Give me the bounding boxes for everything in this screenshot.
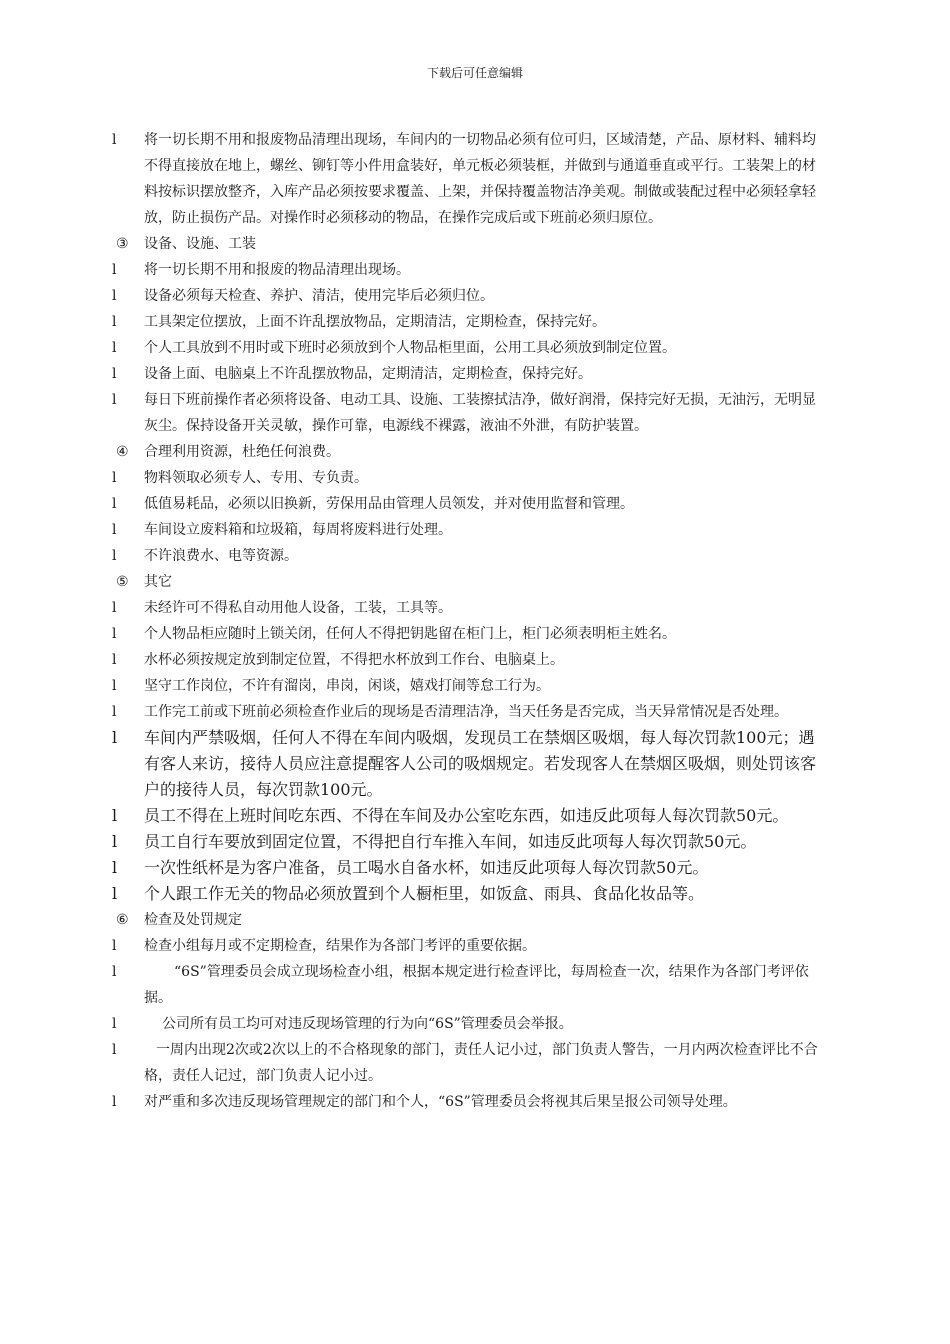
list-item	[112, 543, 827, 569]
list-item	[112, 465, 827, 491]
bullet-marker: l	[112, 678, 117, 694]
bullet-marker: l	[112, 366, 117, 382]
section-title: 合理利用资源，杜绝任何浪费。	[144, 444, 340, 460]
list-item-text: 将一切长期不用和报废的物品清理出现场。	[144, 262, 410, 278]
list-item-text: 对严重和多次违反现场管理规定的部门和个人，“6S”管理委员会将视其后果呈报公司领导处理。	[144, 1094, 737, 1110]
section-heading	[116, 439, 827, 465]
list-item	[112, 1089, 827, 1115]
list-item-text: 设备必须每天检查、养护、清洁，使用完毕后必须归位。	[144, 288, 494, 304]
bullet-marker: l	[112, 392, 117, 408]
bullet-marker: l	[112, 728, 118, 747]
list-item-text: 个人工具放到不用时或下班时必须放到个人物品柜里面，公用工具必须放到制定位置。	[144, 340, 676, 356]
list-item-text: 一次性纸杯是为客户准备，员工喝水自备水杯，如违反此项每人每次罚款50元。	[144, 858, 709, 877]
list-item-text: 公司所有员工均可对违反现场管理的行为向“6S”管理委员会举报。	[162, 1016, 573, 1032]
list-item	[112, 1011, 827, 1037]
bullet-marker: l	[112, 1042, 117, 1058]
list-item	[112, 673, 827, 699]
section-number: ③	[116, 236, 129, 252]
bullet-marker: l	[112, 938, 117, 954]
list-item-text: 将一切长期不用和报废物品清理出现场，车间内的一切物品必须有位可归，区域清楚，产品、原材料、辅料均不得直接放在地上，螺丝、铆钉等小件用盒装好，单元板必须装框，并做到与通道垂直或平行。工装架上的材料按标识摆放整齐，入库产品必须按要求覆盖、上架，并保持覆盖物洁净美观。制做或装配过程中必须轻拿轻放，防止损伤产品。对操作时必须移动的物品，在操作完成后或下班前必须归原位。	[144, 132, 816, 226]
list-item-text: 员工不得在上班时间吃东西、不得在车间及办公室吃东西，如违反此项每人每次罚款50元。	[144, 806, 789, 825]
bullet-marker: l	[112, 340, 117, 356]
section-number: ④	[116, 444, 129, 460]
list-item-text: 物料领取必须专人、专用、专负责。	[144, 470, 368, 486]
list-item-text: 一周内出现2次或2次以上的不合格现象的部门，责任人记小过，部门负责人警告，一月内两次检查评比不合格，责任人记过，部门负责人记小过。	[144, 1042, 818, 1084]
list-item-text: 车间设立废料箱和垃圾箱，每周将废料进行处理。	[144, 522, 452, 538]
list-item-text: 车间内严禁吸烟，任何人不得在车间内吸烟，发现员工在禁烟区吸烟，每人每次罚款100元；遇有客人来访，接待人员应注意提醒客人公司的吸烟规定。若发现客人在禁烟区吸烟，则处罚该客户的接待人员，每次罚款100元。	[144, 728, 817, 799]
list-item	[112, 283, 827, 309]
list-item	[112, 803, 827, 829]
bullet-marker: l	[112, 626, 117, 642]
section-title: 设备、设施、工装	[144, 236, 256, 252]
page-header: 下载后可任意编辑	[426, 66, 523, 80]
list-item	[112, 361, 827, 387]
list-item	[112, 725, 827, 803]
list-item-text: 个人物品柜应随时上锁关闭，任何人不得把钥匙留在柜门上，柜门必须表明柜主姓名。	[144, 626, 676, 642]
list-item-text: 工具架定位摆放，上面不许乱摆放物品，定期清洁，定期检查，保持完好。	[144, 314, 606, 330]
bullet-marker: l	[112, 652, 117, 668]
bullet-marker: l	[112, 470, 117, 486]
bullet-marker: l	[112, 548, 117, 564]
bullet-marker: l	[112, 1016, 117, 1032]
bullet-marker: l	[112, 858, 118, 877]
bullet-marker: l	[112, 288, 117, 304]
list-item	[112, 517, 827, 543]
bullet-marker: l	[112, 806, 118, 825]
bullet-marker: l	[112, 522, 117, 538]
list-item	[112, 491, 827, 517]
list-item	[112, 855, 827, 881]
section-heading	[116, 569, 827, 595]
list-item-text: 未经许可不得私自动用他人设备，工装，工具等。	[144, 600, 452, 616]
list-item	[112, 387, 827, 439]
section-number: ⑤	[116, 574, 129, 590]
bullet-marker: l	[112, 1094, 117, 1110]
section-title: 其它	[144, 574, 172, 590]
bullet-marker: l	[112, 314, 117, 330]
list-item-text: “6S”管理委员会成立现场检查小组，根据本规定进行检查评比，每周检查一次，结果作为各部门考评依据。	[144, 964, 809, 1006]
list-item	[112, 595, 827, 621]
list-item	[112, 309, 827, 335]
section-title: 检查及处罚规定	[144, 912, 242, 928]
list-item-text: 个人跟工作无关的物品必须放置到个人橱柜里，如饭盒、雨具、食品化妆品等。	[144, 884, 705, 903]
list-item-text: 每日下班前操作者必须将设备、电动工具、设施、工装擦拭洁净，做好润滑，保持完好无损，无油污，无明显灰尘。保持设备开关灵敏，操作可靠，电源线不裸露，液油不外泄，有防护装置。	[144, 392, 816, 434]
list-item	[112, 1037, 827, 1089]
bullet-marker: l	[112, 496, 117, 512]
list-item	[112, 933, 827, 959]
list-item	[112, 127, 827, 231]
bullet-marker: l	[112, 884, 118, 903]
list-item	[112, 959, 827, 1011]
bullet-marker: l	[112, 132, 117, 148]
section-number: ⑥	[116, 912, 129, 928]
list-item-text: 不许浪费水、电等资源。	[144, 548, 298, 564]
list-item	[112, 829, 827, 855]
list-item-text: 设备上面、电脑桌上不许乱摆放物品，定期清洁，定期检查，保持完好。	[144, 366, 592, 382]
list-item	[112, 257, 827, 283]
bullet-marker: l	[112, 704, 117, 720]
document-body	[112, 127, 827, 1115]
section-heading	[116, 907, 827, 933]
list-item-text: 坚守工作岗位，不许有溜岗，串岗，闲谈，嬉戏打闹等怠工行为。	[144, 678, 550, 694]
list-item-text: 员工自行车要放到固定位置，不得把自行车推入车间，如违反此项每人每次罚款50元。	[144, 832, 757, 851]
bullet-marker: l	[112, 262, 117, 278]
list-item	[112, 881, 827, 907]
section-heading	[116, 231, 827, 257]
list-item	[112, 621, 827, 647]
bullet-marker: l	[112, 832, 118, 851]
list-item-text: 工作完工前或下班前必须检查作业后的现场是否清理洁净，当天任务是否完成，当天异常情况是否处理。	[144, 704, 788, 720]
list-item-text: 水杯必须按规定放到制定位置，不得把水杯放到工作台、电脑桌上。	[144, 652, 564, 668]
list-item-text: 低值易耗品，必须以旧换新，劳保用品由管理人员领发，并对使用监督和管理。	[144, 496, 634, 512]
bullet-marker: l	[112, 600, 117, 616]
list-item-text: 检查小组每月或不定期检查，结果作为各部门考评的重要依据。	[144, 938, 536, 954]
bullet-marker: l	[112, 964, 117, 980]
list-item	[112, 335, 827, 361]
list-item	[112, 699, 827, 725]
list-item	[112, 647, 827, 673]
